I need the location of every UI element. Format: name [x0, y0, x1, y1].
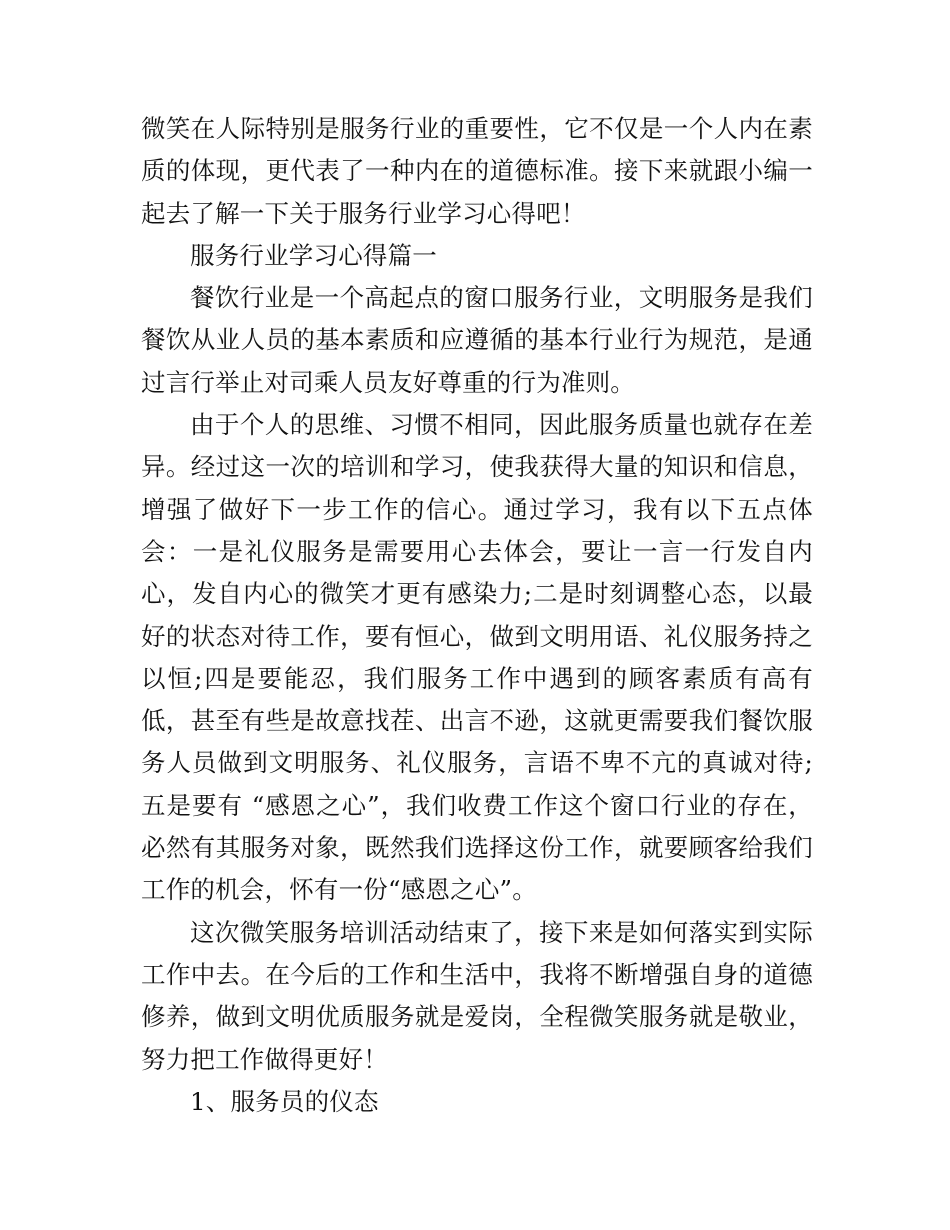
section-heading: 服务行业学习心得篇一: [190, 240, 437, 270]
intro-paragraph: 微笑在人际特别是服务行业的重要性，它不仅是一个人内在素质的体现，更代表了一种内在的道德标准。接下来就跟小编一起去了解一下关于服务行业学习心得吧！: [141, 114, 813, 228]
document-page: [141, 108, 813, 1123]
body-paragraph-3: 这次微笑服务培训活动结束了，接下来是如何落实到实际工作中去。在今后的工作和生活中，我将不断增强自身的道德修养，做到文明优质服务就是爱岗，全程微笑服务就是敬业，努力把工作做得更好！: [141, 917, 813, 1074]
subsection-heading: 1、服务员的仪态: [190, 1086, 379, 1116]
body-paragraph-1: 餐饮行业是一个高起点的窗口服务行业，文明服务是我们餐饮从业人员的基本素质和应遵循的基本行业行为规范，是通过言行举止对司乘人员友好尊重的行为准则。: [141, 283, 813, 397]
body-paragraph-2: 由于个人的思维、习惯不相同，因此服务质量也就存在差异。经过这一次的培训和学习，使我获得大量的知识和信息，增强了做好下一步工作的信心。通过学习，我有以下五点体会：一是礼仪服务是需要用心去体会，要让一言一行发自内心，发自内心的微笑才更有感染力;二是时刻调整心态，以最好的状态对待工作，要有恒心，做到文明用语、礼仪服务持之以恒;四是要能忍，我们服务工作中遇到的顾客素质有高有低，甚至有些是故意找茬、出言不逊，这就更需要我们餐饮服务人员做到文明服务、礼仪服务，言语不卑不亢的真诚对待;五是要有 “感恩之心”，我们收费工作这个窗口行业的存在，必然有其服务对象，既然我们选择这份工作，就要顾客给我们工作的机会，怀有一份“感恩之心”。: [141, 410, 813, 905]
